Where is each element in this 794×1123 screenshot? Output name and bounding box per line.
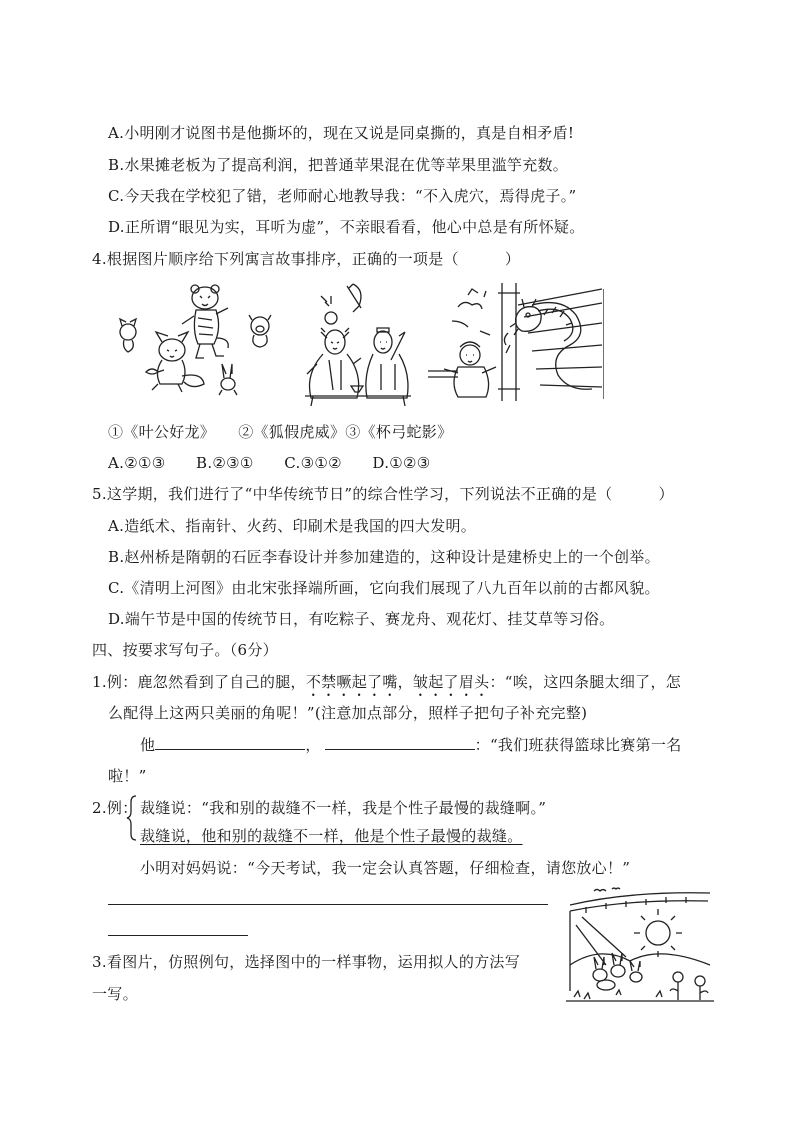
s1-text-end: ：“唉，这四条腿太细了，怎 [489,673,682,691]
q3-option-c: C.今天我在学校犯了错，老师耐心地教导我：“不入虎穴，焉得虎子。” [108,187,577,205]
q3-option-b: B.水果摊老板为了提高利润，把普通苹果混在优等苹果里滥竽充数。 [108,156,569,174]
answer-line[interactable] [108,904,548,905]
s1-fill-line2: 啦！” [108,767,147,785]
fox-tiger-illustration [112,280,287,398]
q5-option-d: D.端午节是中国的传统节日，有吃粽子、赛龙舟、观花灯、挂艾草等习俗。 [108,610,615,628]
q4-stem-text: 4.根据图片顺序给下列寓言故事排序，正确的一项是（ [92,250,459,268]
q4-stem [92,249,520,269]
answer-line[interactable] [108,935,248,936]
s1-dotted-2: 皱起了眉头 [412,673,490,691]
brace-icon [126,794,138,842]
answer-blank[interactable] [155,735,305,750]
s1-comma: ， [397,673,413,691]
s2-example-2: 裁缝说，他和别的裁缝不一样，他是个性子最慢的裁缝。 [140,827,523,845]
s3-line1: 3.看图片，仿照例句，选择图中的一样事物，运用拟人的方法写 [92,953,521,971]
s2-prompt: 小明对妈妈说：“今天考试，我一定会认真答题，仔细检查，请您放心！” [140,859,631,877]
q5-option-c: C.《清明上河图》由北宋张择端所画，它向我们展现了八九百年以前的古都风貌。 [108,579,660,597]
q4-options-line: A.②①③ B.②③① C.③①② D.①②③ [108,454,431,472]
q5-stem-close: ） [658,485,674,503]
q5-stem-text: 5.这学期，我们进行了“中华传统节日”的综合性学习，下列说法不正确的是（ [92,485,613,503]
s1-fill-comma: ， [305,736,321,754]
q5-option-b: B.赵州桥是隋朝的石匠李春设计并参加建造的，这种设计是建桥史上的一个创举。 [108,548,660,566]
q5-stem [92,484,674,504]
s1-fill-line [140,735,682,755]
s3-line2: 一写。 [92,985,138,1003]
s2-example-1: 裁缝说：“我和别的裁缝不一样，我是个性子最慢的裁缝啊。” [140,799,547,817]
s1-fill-colon: ： [474,736,490,754]
s1-text: 1.例：鹿忽然看到了自己的腿， [92,673,306,691]
section-title: 四、按要求写句子。（6分） [92,641,278,659]
q4-stem-close: ） [504,250,521,268]
s2-label: 2.例： [92,799,138,817]
s1-line1 [92,672,681,700]
q4-stories-line: ①《叶公好龙》 ②《狐假虎威》③《杯弓蛇影》 [108,423,453,441]
dragon-illustration [428,277,604,407]
s1-fill-end: “我们班获得篮球比赛第一名 [489,736,682,754]
q3-option-a: A.小明刚才说图书是他撕坏的，现在又说是同桌撕的，真是自相矛盾! [108,124,575,142]
sun-rabbits-illustration [566,885,716,1005]
q3-option-d: D.正所谓“眼见为实，耳听为虚”，不亲眼看看，他心中总是有所怀疑。 [108,218,585,236]
answer-blank[interactable] [325,735,475,750]
s1-fill-start: 他 [140,736,156,754]
s1-line2: 么配得上这两只美丽的角呢！”(注意加点部分，照样子把句子补充完整) [108,704,588,722]
s1-dotted-1: 不禁噘起了嘴 [305,673,398,691]
bow-snake-illustration [295,280,420,410]
q5-option-a: A.造纸术、指南针、火药、印刷术是我国的四大发明。 [108,517,477,535]
